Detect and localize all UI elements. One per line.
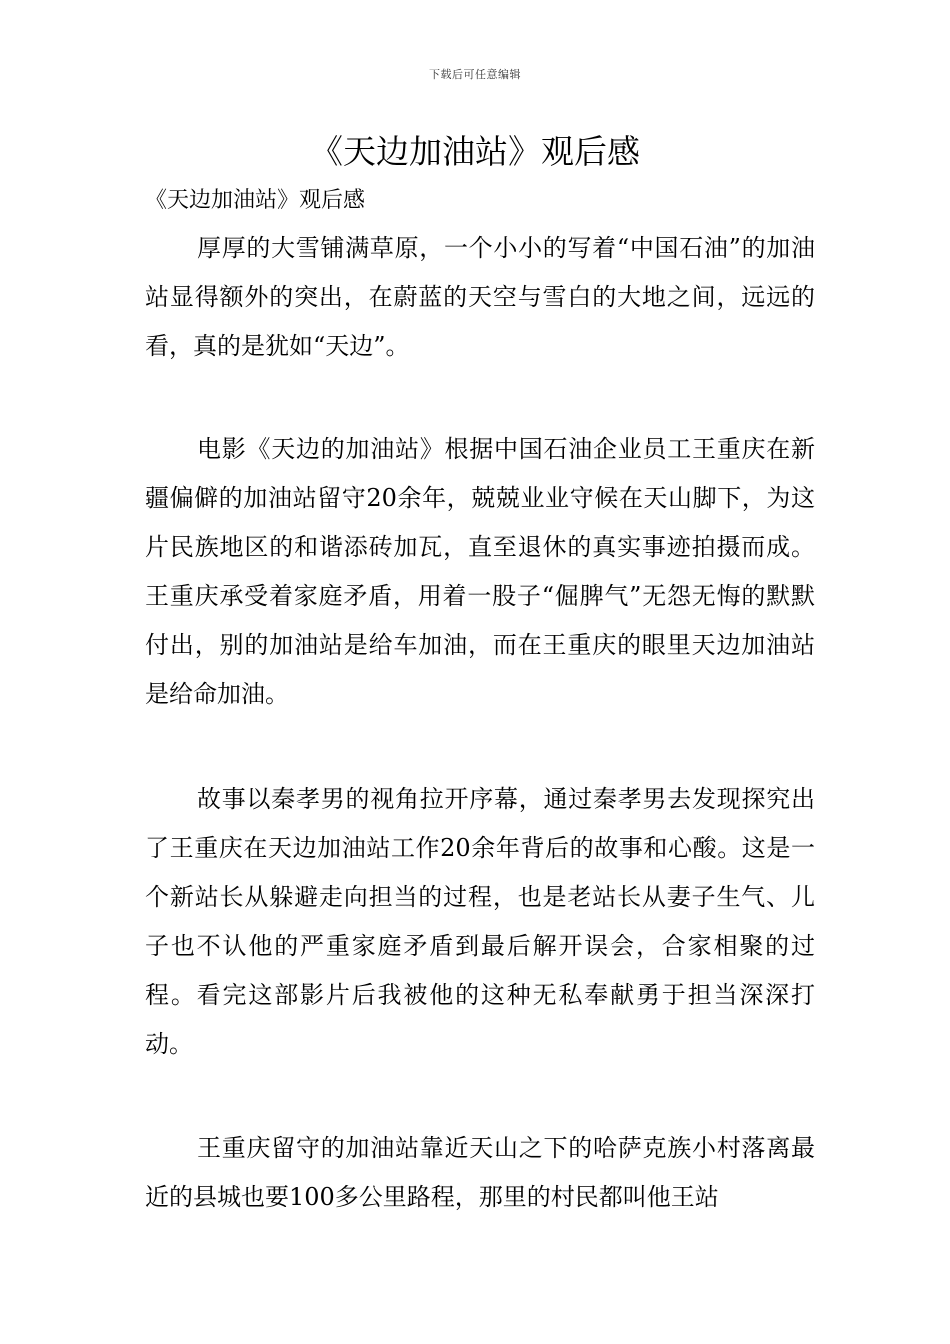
paragraph-2: 电影《天边的加油站》根据中国石油企业员工王重庆在新疆偏僻的加油站留守20余年，兢兢业业守候在天山脚下，为这片民族地区的和谐添砖加瓦，直至退休的真实事迹拍摄而成。王重庆承受着家庭矛盾，用着一股子“倔脾气”无怨无悔的默默付出，别的加油站是给车加油，而在王重庆的眼里天边加油站是给命加油。 [145,435,815,708]
document-subtitle: 《天边加油站》观后感 [145,188,366,213]
paragraph-4: 王重庆留守的加油站靠近天山之下的哈萨克族小村落离最近的县城也要100多公里路程，那里的村民都叫他王站 [145,1134,815,1211]
paragraph-3: 故事以秦孝男的视角拉开序幕，通过秦孝男去发现探究出了王重庆在天边加油站工作20余年背后的故事和心酸。这是一个新站长从躲避走向担当的过程，也是老站长从妻子生气、儿子也不认他的严重家庭矛盾到最后解开误会，合家相聚的过程。看完这部影片后我被他的这种无私奉献勇于担当深深打动。 [145,785,815,1058]
header-note: 下载后可任意编辑 [429,68,521,81]
paragraph-1: 厚厚的大雪铺满草原，一个小小的写着“中国石油”的加油站显得额外的突出，在蔚蓝的天空与雪白的大地之间，远远的看，真的是犹如“天边”。 [145,234,815,360]
document-title: 《天边加油站》观后感 [310,132,640,171]
